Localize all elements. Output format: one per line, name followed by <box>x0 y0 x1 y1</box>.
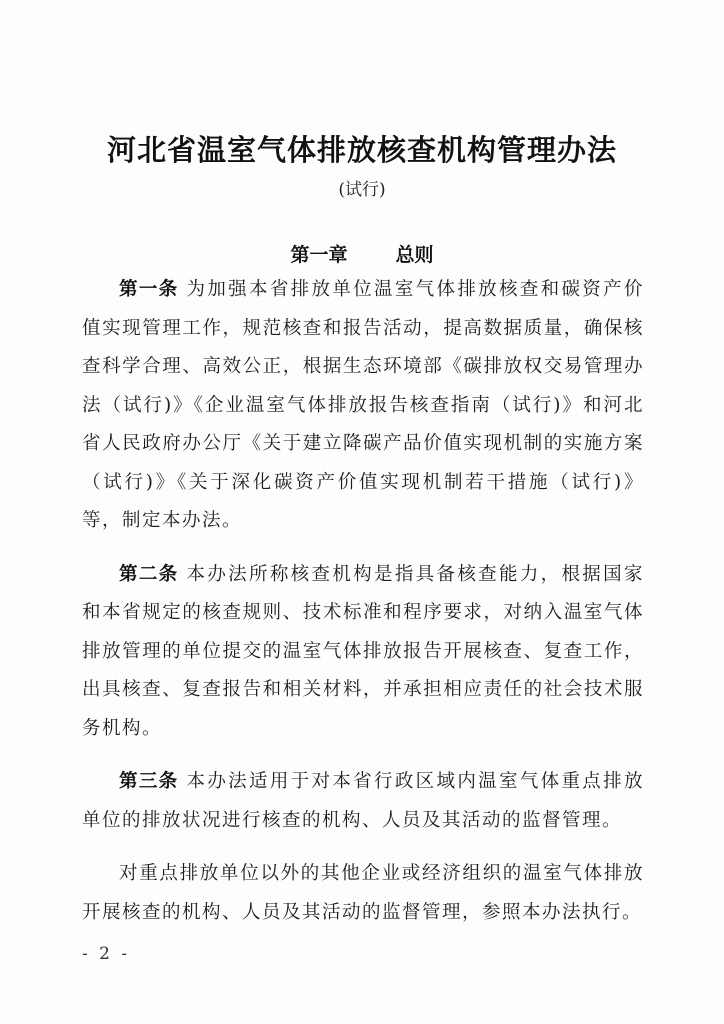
document-body <box>82 271 644 947</box>
chapter-number: 第一章 <box>290 244 348 266</box>
article-text: 为加强本省排放单位温室气体排放核查和碳资产价值实现管理工作，规范核查和报告活动，提高数据质量，确保核查科学合理、高效公正，根据生态环境部《碳排放权交易管理办法（试行)》《企业温室气体排放报告核查指南（试行)》和河北省人民政府办公厅《关于建立降碳产品价值实现机制的实施方案（试行)》《关于深化碳资产价值实现机制若干措施（试行)》等，制定本办法。 <box>82 279 644 531</box>
article-label: 第一条 <box>119 279 179 300</box>
article-label: 第二条 <box>119 563 179 585</box>
article-text: 本办法适用于对本省行政区域内温室气体重点排放单位的排放状况进行核查的机构、人员及其活动的监督管理。 <box>82 771 644 831</box>
document-subtitle: (试行) <box>338 180 386 200</box>
article-2 <box>82 556 644 749</box>
document-title: 河北省温室气体排放核查机构管理办法 <box>106 133 617 167</box>
page-number: - 2 - <box>82 944 131 964</box>
article-3 <box>82 763 644 840</box>
article-label: 第三条 <box>119 771 179 792</box>
article-3-paragraph: 对重点排放单位以外的其他企业或经济组织的温室气体排放开展核查的机构、人员及其活动的监督管理，参照本办法执行。 <box>82 863 644 923</box>
chapter-heading <box>0 240 724 267</box>
chapter-name: 总则 <box>395 244 434 266</box>
article-text: 本办法所称核查机构是指具备核查能力，根据国家和本省规定的核查规则、技术标准和程序要求，对纳入温室气体排放管理的单位提交的温室气体排放报告开展核查、复查工作，出具核查、复查报告和相关材料，并承担相应责任的社会技术服务机构。 <box>82 563 644 739</box>
article-1 <box>82 271 644 541</box>
